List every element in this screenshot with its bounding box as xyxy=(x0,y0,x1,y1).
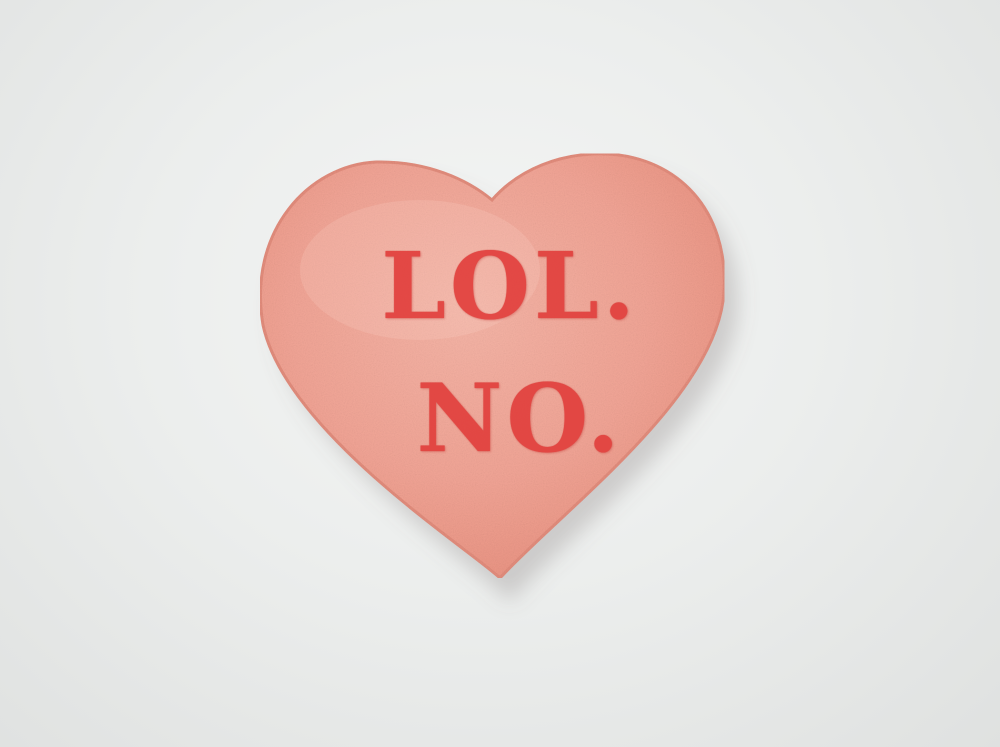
cookie-text-line-2: NO. xyxy=(416,364,624,474)
cookie-text-line-1: LOL. xyxy=(381,232,639,340)
